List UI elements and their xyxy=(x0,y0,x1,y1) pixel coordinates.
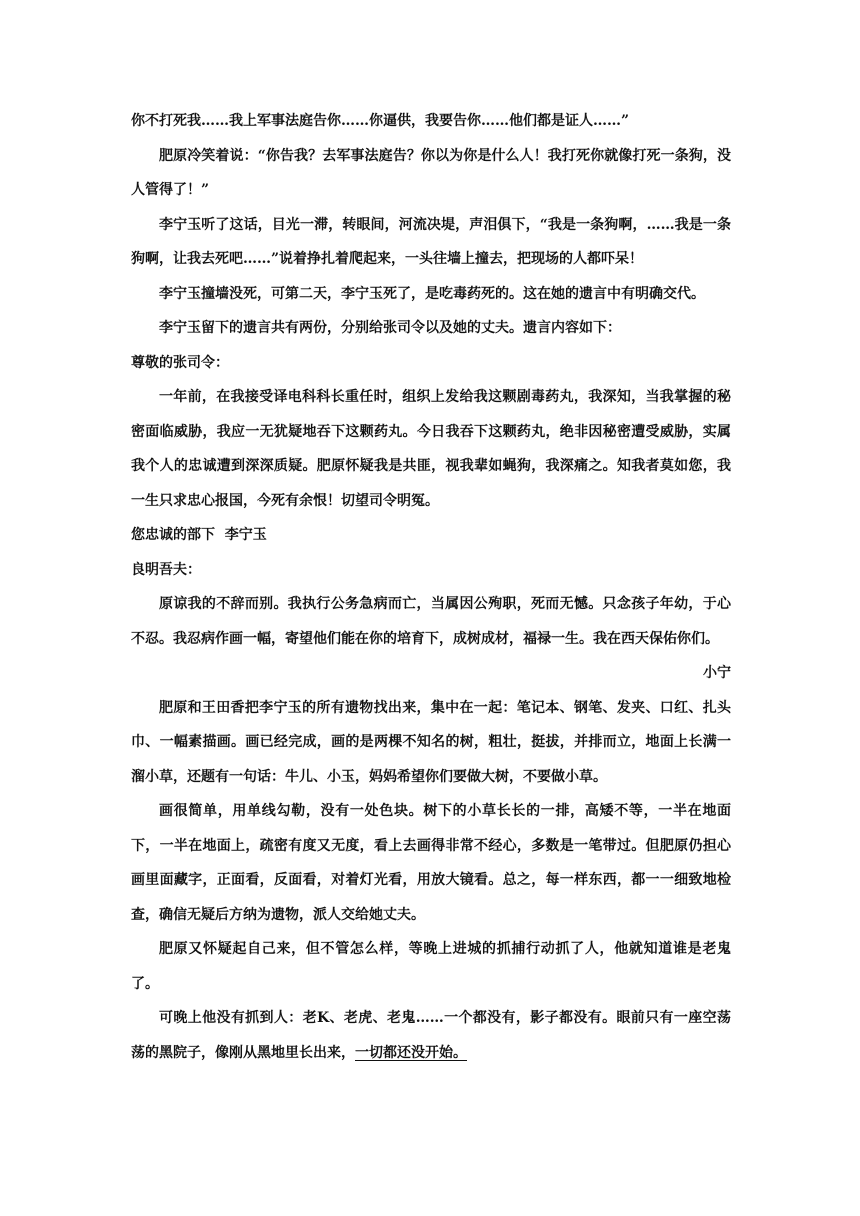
paragraph: 你不打死我……我上军事法庭告你……你逼供，我要告你……他们都是证人……” xyxy=(131,113,630,129)
paragraph: 肥原冷笑着说：“你告我？去军事法庭告？你以为你是什么人！我打死你就像打死一条狗，没人管得了！” xyxy=(131,147,731,198)
letter-salutation: 良明吾夫： xyxy=(131,561,201,578)
letter-body: 原谅我的不辞而别。我执行公务急病而亡，当属因公殉职，死而无憾。只念孩子年幼，于心不忍。我忍病作画一幅，寄望他们能在你的培育下，成树成材，福禄一生。我在西天保佑你们。 xyxy=(131,596,731,647)
final-paragraph-text: 可晚上他没有抓到人：老K、老虎、老鬼……一个都没有，影子都没有。眼前只有一座空荡荡的黑院子，像刚从黑地里长出来， xyxy=(131,1010,731,1061)
paragraph: 李宁玉撞墙没死，可第二天，李宁玉死了，是吃毒药死的。这在她的遗言中有明确交代。 xyxy=(159,285,705,302)
underlined-phrase: 一切都还没开始。 xyxy=(355,1044,467,1061)
letter-salutation: 尊敬的张司令： xyxy=(131,354,229,371)
paragraph: 画很简单，用单线勾勒，没有一处色块。树下的小草长长的一排，高矮不等，一半在地面下，一半在地面上，疏密有度又无度，看上去画得非常不经心，多数是一笔带过。但肥原仍担心画里面藏字，正面看，反面看，对着灯光看，用放大镜看。总之，每一样东西，都一一细致地检查，确信无疑后方纳为遗物，派人交给她丈夫。 xyxy=(131,803,731,923)
paragraph: 肥原又怀疑起自己来，但不管怎么样，等晚上进城的抓捕行动抓了人，他就知道谁是老鬼了。 xyxy=(131,941,731,992)
paragraph: 肥原和王田香把李宁玉的所有遗物找出来，集中在一起：笔记本、钢笔、发夹、口红、扎头巾、一幅素描画。画已经完成，画的是两棵不知名的树，粗壮，挺拔，并排而立，地面上长满一溜小草，还题有一句话：牛儿、小玉，妈妈希望你们要做大树，不要做小草。 xyxy=(131,699,731,785)
document-body xyxy=(131,104,731,1070)
paragraph: 李宁玉听了这话，目光一滞，转眼间，河流决堤，声泪俱下，“我是一条狗啊，……我是一条狗啊，让我去死吧……”说着挣扎着爬起来，一头往墙上撞去，把现场的人都吓呆！ xyxy=(131,216,731,267)
paragraph: 李宁玉留下的遗言共有两份，分别给张司令以及她的丈夫。遗言内容如下： xyxy=(159,320,621,336)
final-paragraph xyxy=(131,1001,731,1070)
letter-signature: 您忠诚的部下 李宁玉 xyxy=(131,527,267,543)
letter-body: 一年前，在我接受译电科科长重任时，组织上发给我这颗剧毒药丸，我深知，当我掌握的秘密面临威胁，我应一无犹疑地吞下这颗药丸。今日我吞下这颗药丸，绝非因秘密遭受威胁，实属我个人的忠诚遭到深深质疑。肥原怀疑我是共匪，视我辈如蝇狗，我深痛之。知我者莫如您，我一生只求忠心报国，今死有余恨！切望司令明冤。 xyxy=(131,389,731,509)
letter-signature: 小宁 xyxy=(703,665,731,681)
